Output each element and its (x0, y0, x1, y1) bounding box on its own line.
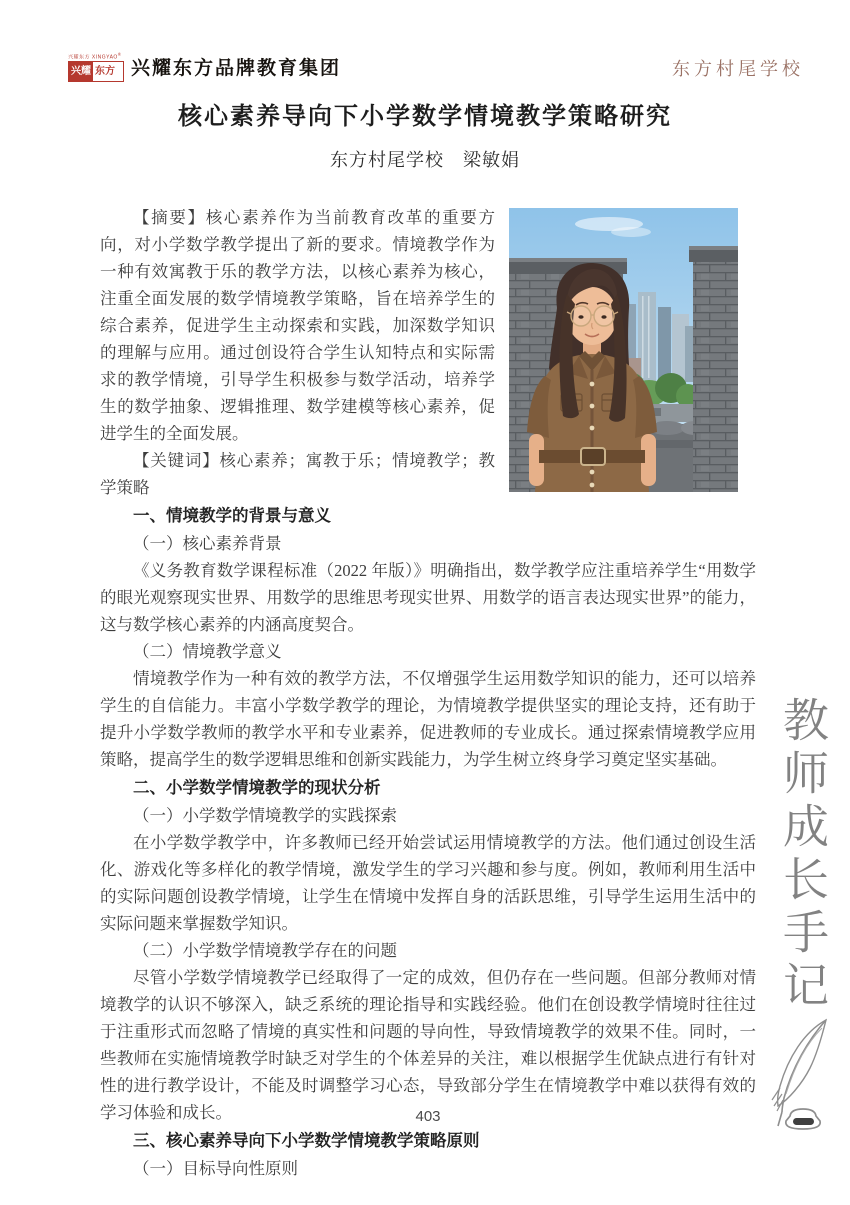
body-paragraph: 《义务教育数学课程标准（2022 年版）》明确指出，数学教学应注重培养学生“用数学的眼光观察现实世界、用数学的思维思考现实世界、用数学的语言表达现实世界”的能力，这与数学核心素养的内涵高度契合。 (100, 561, 756, 634)
keywords-paragraph: 【关键词】核心素养；寓教于乐；情境教学；教学策略 (100, 451, 495, 497)
author-photo (509, 208, 738, 492)
body-paragraph: 情境教学作为一种有效的教学方法，不仅增强学生运用数学知识的能力，还可以培养学生的自信能力。丰富小学数学教学的理论，为情境教学提供坚实的理论支持，还有助于提升小学数学教师的教学水平和专业素养，促进教师的专业成长。通过探索情境教学应用策略，提高学生的数学逻辑思维和创新实践能力，为学生树立终身学习奠定坚实基础。 (100, 669, 756, 769)
brand-name-text: 兴耀东方品牌教育集团 (131, 58, 342, 80)
abstract-paragraph: 【摘要】核心素养作为当前教育改革的重要方向，对小学数学教学提出了新的要求。情境教学作为一种有效寓教于乐的教学方法，以核心素养为核心，注重全面发展的数学情境教学策略，旨在培养学生的综合素养，促进学生主动探索和实践，加深数学知识的理解与应用。通过创设符合学生认知特点和实际需求的教学情境，引导学生积极参与数学活动，培养学生的数学抽象、逻辑推理、数学建模等核心素养，促进学生的全面发展。 (100, 208, 495, 443)
section-heading-3: 三、核心素养导向下小学数学情境教学策略原则 (133, 1132, 480, 1150)
subsection-heading: （一）目标导向性原则 (133, 1159, 298, 1178)
subsection-heading: （一）核心素养背景 (133, 534, 282, 553)
page-header (68, 52, 804, 82)
header-brand-group (68, 52, 341, 82)
article-body (100, 204, 756, 1182)
school-name-text: 东方村尾学校 (672, 59, 804, 79)
xingyao-seal-logo-icon (68, 52, 124, 82)
page-number: 403 (415, 1108, 441, 1125)
subsection-heading: （二）小学数学情境教学存在的问题 (133, 941, 397, 960)
registered-mark: ® (117, 52, 122, 57)
quill-and-inkwell-icon (754, 1016, 844, 1143)
section-heading-1: 一、情境教学的背景与意义 (133, 507, 331, 525)
section-heading-2: 二、小学数学情境教学的现状分析 (133, 779, 381, 797)
subsection-heading: （一）小学数学情境教学的实践探索 (133, 806, 397, 825)
margin-calligraphy-text: 教师成长手记 (776, 696, 830, 1014)
article-title: 核心素养导向下小学数学情境教学策略研究 (178, 104, 672, 130)
seal-left-characters: 兴耀 (69, 62, 93, 81)
article-byline: 东方村尾学校 梁敏娟 (330, 150, 520, 170)
body-paragraph: 在小学数学教学中，许多教师已经开始尝试运用情境教学的方法。他们通过创设生活化、游戏化等多样化的教学情境，激发学生的学习兴趣和参与度。例如，教师利用生活中的实际问题创设教学情境，让学生在情境中发挥自身的活跃思维，引导学生运用生活中的实际问题来掌握数学知识。 (100, 833, 756, 933)
subsection-heading: （二）情境教学意义 (133, 642, 282, 661)
seal-small-text: 兴耀东方 XINGYAO® (68, 52, 122, 61)
seal-right-characters: 东方 (95, 65, 115, 77)
body-paragraph: 尽管小学数学情境教学已经取得了一定的成效，但仍存在一些问题。但部分教师对情境教学的认识不够深入，缺乏系统的理论指导和实践经验。他们在创设教学情境时往往过于注重形式而忽略了情境的真实性和问题的导向性，导致情境教学的效果不佳。同时，一些教师在实施情境教学时缺乏对学生的个体差异的关注，难以根据学生优缺点进行有针对性的进行教学设计，不能及时调整学习心态，导致部分学生在情境教学中难以获得有效的学习体验和成长。 (100, 968, 756, 1122)
